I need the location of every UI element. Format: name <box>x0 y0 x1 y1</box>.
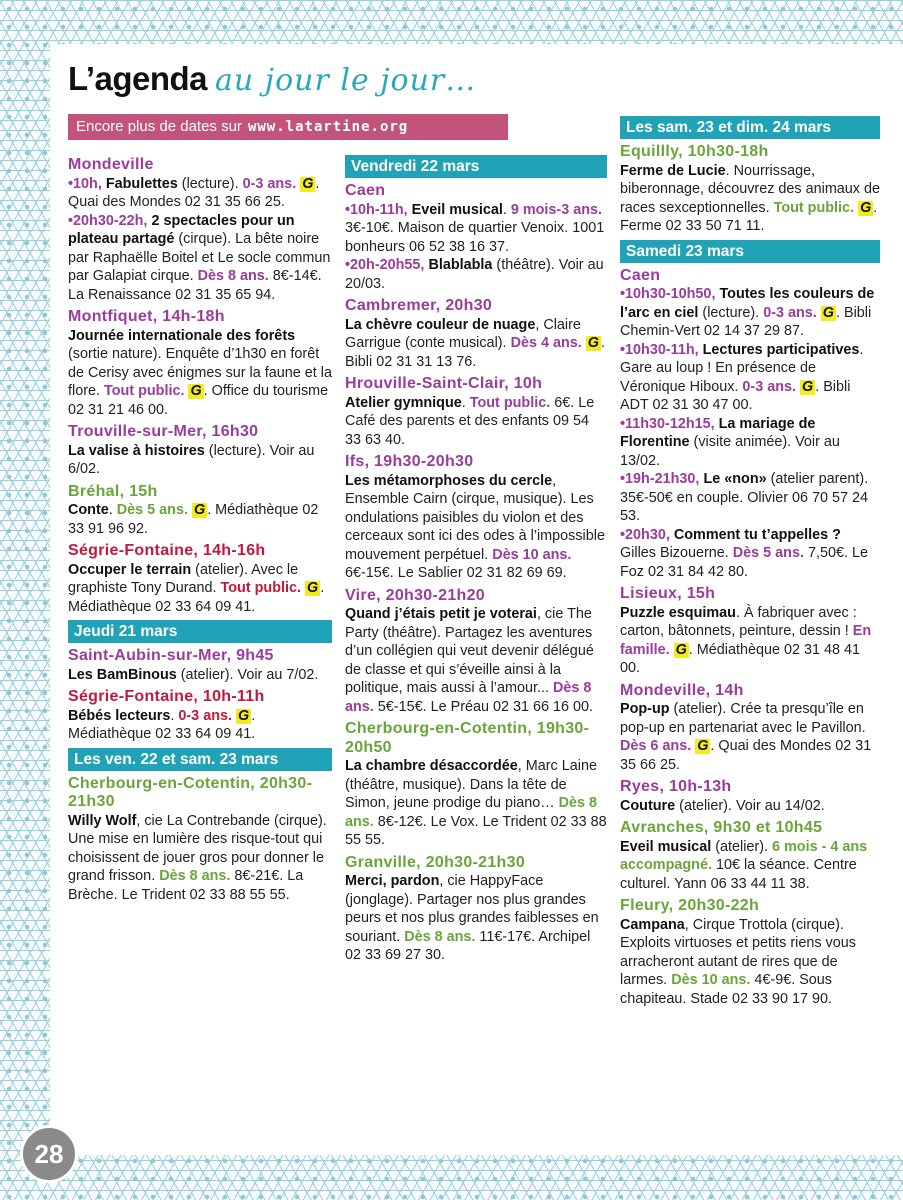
event-info: 4€-9€. Sous chapiteau. Stade 02 33 90 17 90. <box>620 972 833 1007</box>
event-desc: (théâtre). Voir au 20/03. <box>345 257 604 292</box>
free-badge: G <box>675 641 687 658</box>
event-desc: . <box>108 502 117 518</box>
free-badge: G <box>697 738 709 754</box>
free-badge: G <box>860 199 872 216</box>
event-info: 5€-15€. Le Préau 02 31 66 16 00. <box>373 698 594 715</box>
event-item <box>68 775 332 905</box>
event-desc: , Marc Laine (théâtre, musique). Dans la tête de Simon, jeune prodige du piano… <box>345 758 597 811</box>
event-item <box>345 453 607 583</box>
event-desc: . <box>502 201 511 218</box>
event-city: Lisieux, 15h <box>620 585 716 602</box>
event-city: Cherbourg-en-Cotentin, 19h30-20h50 <box>345 720 590 756</box>
event-title: Willy Wolf <box>68 812 137 829</box>
banner-text: Encore plus de dates sur <box>76 118 242 135</box>
event-time: •19h-21h30, <box>620 471 704 487</box>
day-header: Samedi 23 mars <box>620 240 880 263</box>
event-item <box>620 897 880 1008</box>
event-title: Eveil musical <box>620 838 712 855</box>
event-time: •20h-20h55, <box>345 257 429 273</box>
event-desc: . Gare au loup ! En présence de Véronique Hiboux. <box>620 341 864 395</box>
event-city: Saint-Aubin-sur-Mer, 9h45 <box>68 647 274 664</box>
website-banner[interactable] <box>68 114 508 140</box>
event-title: Occuper le terrain <box>68 561 192 578</box>
event-desc: Gilles Bizouerne. <box>620 545 733 561</box>
event-age: Tout public. <box>469 394 551 411</box>
event-info: . Médiathèque 02 31 48 41 00. <box>620 641 861 676</box>
event-desc: (atelier parent). 35€-50€ en couple. Olivier 06 70 57 24 53. <box>620 471 869 524</box>
event-title: Bébés lecteurs <box>68 707 171 724</box>
event-info: 3€-10€. Maison de quartier Venoix. 1001 bonheurs 06 52 38 16 37. <box>345 220 605 255</box>
event-title: Journée internationale des forêts <box>68 327 296 344</box>
event-item <box>620 585 880 678</box>
event-desc: , Cirque Trottola (cirque). Exploits virtuoses et petits riens vous arracheront autant de rires que de larmes. <box>620 916 856 988</box>
event-desc: (atelier). Avec le graphiste Tony Durand. <box>68 561 299 596</box>
event-desc: . À fabriquer avec : carton, bâtonnets, peinture, dessin ! <box>620 604 857 639</box>
event-item <box>345 854 607 965</box>
event-item <box>345 375 607 449</box>
event-info: 8€-14€. La Renaissance 02 31 35 65 94. <box>68 268 322 303</box>
event-age: Dès 10 ans. <box>671 972 751 988</box>
event-item <box>620 819 880 893</box>
event-info: 8€-21€. La Brèche. Le Trident 02 33 88 55 55. <box>68 868 304 903</box>
event-title: Merci, pardon <box>345 873 440 889</box>
event-desc: , cie The Party (théâtre). Partagez les aventures d’un collégien qui veut devenir délégué de classe et qui s’éveille ainsi à la politique, mais aussi à l’amour... <box>345 606 594 696</box>
event-title: Campana <box>620 916 685 933</box>
event-item <box>345 720 607 850</box>
banner-site-link[interactable]: www.latartine.org <box>247 119 409 135</box>
event-info: 11€-17€. Archipel 02 33 69 27 30. <box>345 928 591 963</box>
event-desc: (atelier). Voir au 14/02. <box>675 797 825 814</box>
event-age: En famille. <box>620 623 872 658</box>
day-header: Jeudi 21 mars <box>68 620 332 643</box>
event-age: Tout public. <box>220 580 301 596</box>
event-title: Comment tu t’appelles ? <box>673 526 841 543</box>
event-city: Ifs, 19h30-20h30 <box>345 453 474 470</box>
event-title: Conte <box>68 502 109 518</box>
event-info: 10€ la séance. Centre culturel. Yann 06 33 44 11 38. <box>620 857 857 892</box>
event-desc: (lecture). Voir au 6/02. <box>68 442 315 477</box>
event-age: 0-3 ans. <box>763 304 817 321</box>
column-3 <box>620 116 880 1012</box>
event-desc: (atelier). Crée ta presqu’île en pop-up en partenariat avec le Pavillon. <box>620 701 866 736</box>
event-title: Lectures participatives <box>702 341 860 358</box>
column-2 <box>345 155 607 969</box>
event-city: Cambremer, 20h30 <box>345 297 493 314</box>
event-city: Ségrie-Fontaine, 14h-16h <box>68 542 266 559</box>
event-age: Tout public. <box>104 383 185 399</box>
event-info: . Bibli Chemin-Vert 02 14 37 29 87. <box>620 304 872 339</box>
event-desc: (cirque). La bête noire par Raphaëlle Boitel et Le socle commun par Galapiat cirque. <box>68 231 331 284</box>
event-desc: , Ensemble Cairn (cirque, musique). Les ondulations paisibles du violon et des cerceaux sont ici des odes à l’impossible mouvement perpétuel. <box>345 472 605 563</box>
event-info: . Médiathèque 02 33 64 09 41. <box>68 707 256 742</box>
event-info: . Office du tourisme 02 31 21 46 00. <box>68 383 329 418</box>
event-city: Bréhal, 15h <box>68 482 158 500</box>
event-city: Ségrie-Fontaine, 10h-11h <box>68 688 265 705</box>
free-badge: G <box>190 383 202 399</box>
day-header: Les ven. 22 et sam. 23 mars <box>68 748 332 771</box>
event-item <box>68 647 332 684</box>
event-title: Eveil musical <box>411 201 503 218</box>
event-age: 0-3 ans. <box>178 707 232 724</box>
event-title: Blablabla <box>428 257 493 273</box>
event-desc: (lecture). <box>177 175 243 192</box>
event-desc: (atelier). <box>711 838 772 855</box>
day-header: Vendredi 22 mars <box>345 155 607 178</box>
event-info: 8€-12€. Le Vox. Le Trident 02 33 88 55 55. <box>345 813 607 848</box>
event-item <box>68 423 332 479</box>
event-city: Cherbourg-en-Cotentin, 20h30-21h30 <box>68 774 313 810</box>
event-desc: , cie La Contrebande (cirque). Une mise en lumière des risque-tout qui choisissent de jouer gros pour donner le grand frisson. <box>68 812 327 884</box>
event-time: •10h, <box>68 175 106 192</box>
event-item <box>68 483 332 539</box>
event-city: Equillly, 10h30-18h <box>620 143 769 160</box>
event-age: Dès 10 ans. <box>492 546 572 563</box>
event-city: Mondeville, 14h <box>620 681 744 699</box>
event-title: Toutes les couleurs de l’arc en ciel <box>620 286 875 321</box>
event-item <box>620 682 880 775</box>
event-age: Dès 6 ans. <box>620 738 692 754</box>
event-age: Dès 5 ans. <box>116 502 188 518</box>
event-desc: . <box>170 707 179 724</box>
page-number: 28 <box>20 1125 78 1183</box>
event-title: La mariage de Florentine <box>620 415 816 450</box>
event-title: Les métamorphoses du cercle <box>345 472 553 489</box>
event-info: 7,50€. Le Foz 02 31 84 42 80. <box>620 545 868 580</box>
event-item <box>345 587 607 717</box>
event-title: Puzzle esquimau <box>620 604 736 621</box>
event-age: Dès 8 ans. <box>345 680 592 715</box>
title-script: au jour le jour… <box>215 63 477 98</box>
event-desc: (sortie nature). Enquête d’1h30 en forêt de Cerisy avec énigmes sur la faune et la flore. <box>68 346 332 399</box>
event-age: 9 mois-3 ans. <box>510 201 603 218</box>
event-age: 0-3 ans. <box>242 175 297 192</box>
event-item <box>68 308 332 419</box>
event-info: 6€-15€. Le Sablier 02 31 82 69 69. <box>345 565 567 581</box>
event-age: 6 mois - 4 ans accompagné. <box>620 838 868 873</box>
event-age: 0-3 ans. <box>742 378 796 395</box>
event-desc: (visite animée). Voir au 13/02. <box>620 434 840 469</box>
event-info: . Médiathèque 02 33 64 09 41. <box>68 580 325 615</box>
event-city: Ryes, 10h-13h <box>620 778 732 795</box>
event-item <box>68 156 332 304</box>
event-title: Ferme de Lucie <box>620 162 726 179</box>
event-desc: , cie HappyFace (jonglage). Partager nos plus grandes peurs et nos plus grandes faiblesses en souriant. <box>345 873 599 945</box>
event-city: Avranches, 9h30 et 10h45 <box>620 819 823 836</box>
event-city: Caen <box>620 266 661 284</box>
event-info: . Bibli 02 31 31 13 76. <box>345 335 605 370</box>
event-item <box>620 143 880 236</box>
event-age: Dès 8 ans. <box>345 795 598 830</box>
free-badge: G <box>302 175 314 192</box>
event-info: . Quai des Mondes 02 31 35 66 25. <box>68 175 320 210</box>
free-badge: G <box>193 502 206 518</box>
event-desc: . <box>461 394 470 411</box>
event-title: Les BamBinous <box>68 666 177 683</box>
event-title: Couture <box>620 797 676 814</box>
event-city: Montfiquet, 14h-18h <box>68 308 225 325</box>
event-title: 2 spectacles pour un plateau partagé <box>68 212 295 247</box>
event-info: . Médiathèque 02 33 91 96 92. <box>68 502 319 537</box>
event-city: Caen <box>345 182 386 199</box>
event-info: 6€. Le Café des parents et des enfants 09 54 33 63 40. <box>345 394 595 448</box>
event-age: Dès 4 ans. <box>510 335 582 351</box>
event-desc: , Claire Garrigue (conte musical). <box>345 316 581 351</box>
event-title: La valise à histoires <box>68 442 205 459</box>
title-main: L’agenda <box>68 60 208 97</box>
event-item <box>68 542 332 616</box>
event-info: . Bibli ADT 02 31 30 47 00. <box>620 378 851 413</box>
event-time: •10h30-11h, <box>620 341 703 358</box>
free-badge: G <box>307 580 319 596</box>
event-city: Hrouville-Saint-Clair, 10h <box>345 375 543 392</box>
event-item <box>620 267 880 582</box>
free-badge: G <box>587 335 599 351</box>
event-info: . Ferme 02 33 50 71 11. <box>620 199 878 234</box>
event-time: •20h30, <box>620 526 674 543</box>
event-item <box>68 688 332 744</box>
event-time: •11h30-12h15, <box>620 415 719 432</box>
event-title: Quand j’étais petit je voterai <box>345 606 537 622</box>
day-header: Les sam. 23 et dim. 24 mars <box>620 116 880 139</box>
event-title: Pop-up <box>620 701 670 717</box>
event-city: Trouville-sur-Mer, 16h30 <box>68 423 259 440</box>
event-info: . Quai des Mondes 02 31 35 66 25. <box>620 738 872 773</box>
event-desc: . Nourrissage, biberonnage, découvrez des animaux de races sexceptionnelles. <box>620 162 881 216</box>
event-item <box>620 778 880 815</box>
event-item <box>345 297 607 371</box>
event-age: Dès 8 ans. <box>197 268 269 284</box>
column-1 <box>68 155 332 908</box>
event-city: Granville, 20h30-21h30 <box>345 853 526 871</box>
event-age: Dès 5 ans. <box>732 545 804 561</box>
event-city: Vire, 20h30-21h20 <box>345 586 486 604</box>
event-item <box>345 182 607 293</box>
event-desc: (lecture). <box>698 304 764 321</box>
event-title: La chambre désaccordée <box>345 758 518 774</box>
free-badge: G <box>802 378 814 395</box>
event-desc: (atelier). Voir au 7/02. <box>176 666 319 683</box>
event-time: •10h-11h, <box>345 201 412 218</box>
event-age: Dès 8 ans. <box>159 868 231 884</box>
event-time: •10h30-10h50, <box>620 286 720 302</box>
event-time: •20h30-22h, <box>68 212 152 229</box>
event-title: La chèvre couleur de nuage <box>345 316 536 333</box>
event-city: Fleury, 20h30-22h <box>620 897 760 914</box>
free-badge: G <box>822 304 834 321</box>
event-age: Dès 8 ans. <box>404 928 476 945</box>
event-age: Tout public. <box>773 199 855 216</box>
event-title: Atelier gymnique <box>345 394 462 411</box>
event-title: Le «non» <box>703 471 767 487</box>
event-title: Fabulettes <box>105 175 178 192</box>
free-badge: G <box>237 707 250 724</box>
event-city: Mondeville <box>68 156 154 173</box>
page-title <box>68 60 476 98</box>
